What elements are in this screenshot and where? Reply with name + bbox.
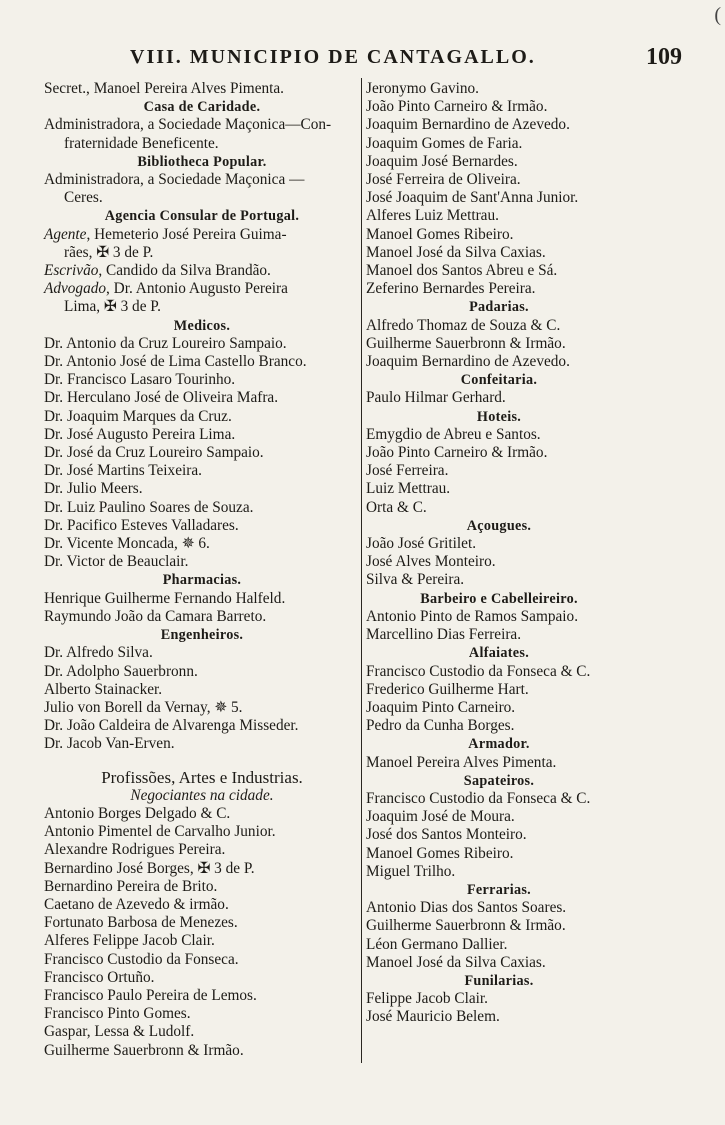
entry-text: Silva & Pereira. — [366, 571, 465, 589]
entry-text: Dr. José da Cruz Loureiro Sampaio. — [44, 444, 264, 462]
entry-text: Dr. João Caldeira de Alvarenga Misseder. — [44, 717, 299, 735]
entry-text: Joaquim Gomes de Faria. — [366, 134, 523, 152]
directory-entry — [44, 663, 360, 681]
entry-text: Alberto Stainacker. — [44, 680, 163, 698]
entry-text: Paulo Hilmar Gerhard. — [366, 389, 506, 407]
directory-entry — [366, 80, 632, 98]
entry-text: Fortunato Barbosa de Menezes. — [44, 914, 238, 932]
section-heading: Bibliotheca Popular. — [137, 153, 267, 170]
entry-text: , Candido da Silva Brandão. — [98, 262, 271, 280]
section-heading: Agencia Consular de Portugal. — [104, 208, 300, 225]
entry-text: Manoel Gomes Ribeiro. — [366, 844, 514, 862]
directory-entry — [366, 681, 632, 699]
entry-text: Francisco Pinto Gomes. — [44, 1005, 191, 1023]
entry-text: Dr. Jacob Van-Erven. — [44, 735, 175, 753]
entry-text: Gaspar, Lessa & Ludolf. — [44, 1023, 195, 1041]
directory-entry — [366, 608, 632, 626]
section-heading: Pharmacias. — [162, 572, 242, 589]
entry-text: Marcellino Dias Ferreira. — [366, 626, 522, 644]
entry-role: Agente — [44, 225, 87, 243]
entry-text: , Hemeterio José Pereira Guima- — [86, 225, 287, 243]
directory-entry — [44, 951, 360, 969]
entry-text: José dos Santos Monteiro. — [366, 826, 527, 844]
directory-entry — [44, 298, 360, 316]
entry-text: Frederico Guilherme Hart. — [366, 680, 529, 698]
directory-entry — [366, 207, 632, 225]
entry-text: Dr. Antonio José de Lima Castello Branco. — [44, 353, 307, 371]
entry-text: José Mauricio Belem. — [366, 1008, 500, 1026]
entry-text: Dr. José Augusto Pereira Lima. — [44, 425, 236, 443]
directory-entry — [366, 917, 632, 935]
section-heading: Hoteis. — [476, 408, 522, 425]
entry-text: Léon Germano Dallier. — [366, 935, 508, 953]
directory-entry — [44, 914, 360, 932]
directory-entry — [44, 969, 360, 987]
directory-entry — [366, 571, 632, 589]
entry-text: Miguel Trilho. — [366, 862, 456, 880]
entry-text: Antonio Pinto de Ramos Sampaio. — [366, 607, 579, 625]
entry-text: Dr. Pacifico Esteves Valladares. — [44, 516, 239, 534]
directory-entry — [44, 1042, 360, 1060]
entry-text: Joaquim Bernardino de Azevedo. — [366, 116, 570, 134]
entry-text: Manoel José da Silva Caxias. — [366, 953, 546, 971]
directory-entry — [366, 954, 632, 972]
directory-entry — [366, 1008, 632, 1026]
entry-text: Francisco Paulo Pereira de Lemos. — [44, 986, 257, 1004]
directory-entry — [366, 990, 632, 1008]
entry-text: Dr. Julio Meers. — [44, 480, 143, 498]
entry-text: João Pinto Carneiro & Irmão. — [366, 444, 548, 462]
entry-text: José Alves Monteiro. — [366, 553, 496, 571]
directory-entry — [366, 717, 632, 735]
section-heading: Padarias. — [469, 299, 529, 316]
entry-text: João Pinto Carneiro & Irmão. — [366, 98, 548, 116]
directory-entry — [44, 389, 360, 407]
directory-entry — [366, 444, 632, 462]
entry-text: , Dr. Antonio Augusto Pereira — [106, 280, 288, 298]
corner-mark: ( — [714, 4, 721, 26]
entry-text: Luiz Mettrau. — [366, 480, 451, 498]
page-header — [0, 44, 725, 76]
entry-text: Alferes Luiz Mettrau. — [366, 207, 499, 225]
entry-text: José Ferreira. — [366, 462, 449, 480]
directory-entry — [44, 878, 360, 896]
directory-entry — [44, 681, 360, 699]
entry-text: Dr. Herculano José de Oliveira Mafra. — [44, 389, 279, 407]
entry-text: Manoel José da Silva Caxias. — [366, 243, 546, 261]
directory-entry — [366, 426, 632, 444]
directory-entry — [366, 317, 632, 335]
entry-text: Antonio Pimentel de Carvalho Junior. — [44, 823, 276, 841]
directory-entry — [366, 153, 632, 171]
entry-text: Manoel Pereira Alves Pimenta. — [366, 753, 557, 771]
directory-entry — [44, 896, 360, 914]
entry-text: fraternidade Beneficente. — [64, 134, 219, 152]
directory-entry — [366, 808, 632, 826]
directory-entry — [44, 116, 360, 134]
directory-entry — [44, 135, 360, 153]
section-heading: Barbeiro e Cabelleireiro. — [420, 590, 578, 607]
entry-text: Felippe Jacob Clair. — [366, 990, 488, 1008]
directory-entry — [44, 517, 360, 535]
directory-entry — [44, 841, 360, 859]
section-heading: Alfaiates. — [468, 645, 530, 662]
entry-role: Escrivão — [44, 262, 99, 280]
entry-text: Alferes Felippe Jacob Clair. — [44, 932, 215, 950]
entry-text: Manoel Gomes Ribeiro. — [366, 225, 514, 243]
directory-entry — [366, 98, 632, 116]
directory-entry — [366, 171, 632, 189]
section-heading: Funilarias. — [464, 972, 534, 989]
directory-entry — [366, 535, 632, 553]
directory-entry — [44, 171, 360, 189]
directory-entry — [44, 189, 360, 207]
directory-entry — [366, 462, 632, 480]
entry-text: Joaquim José de Moura. — [366, 808, 515, 826]
directory-entry — [366, 280, 632, 298]
entry-text: Jeronymo Gavino. — [366, 80, 480, 97]
column-divider — [361, 78, 362, 1063]
entry-text: Raymundo João da Camara Barreto. — [44, 607, 267, 625]
entry-text: Francisco Custodio da Fonseca. — [44, 950, 239, 968]
entry-text: Joaquim José Bernardes. — [366, 152, 518, 170]
section-heading: Ferrarias. — [466, 881, 532, 898]
entry-text: Francisco Custodio da Fonseca & C. — [366, 662, 591, 680]
section-title: Profissões, Artes e Industrias. — [101, 767, 303, 787]
directory-entry — [44, 226, 360, 244]
section-heading: Sapateiros. — [463, 772, 535, 789]
entry-text: Manoel dos Santos Abreu e Sá. — [366, 262, 558, 280]
entry-text: Francisco Custodio da Fonseca & C. — [366, 789, 591, 807]
entry-text: Dr. Victor de Beauclair. — [44, 553, 189, 571]
directory-entry — [44, 262, 360, 280]
directory-entry — [44, 735, 360, 753]
section-heading: Açougues. — [466, 517, 532, 534]
section-heading: Medicos. — [173, 317, 231, 334]
directory-entry — [366, 389, 632, 407]
entry-text: Administradora, a Sociedade Maçonica — — [44, 171, 305, 189]
entry-text: Ceres. — [64, 189, 103, 207]
directory-entry — [366, 353, 632, 371]
entry-text: Dr. Francisco Lasaro Tourinho. — [44, 371, 236, 389]
left-column — [44, 80, 360, 1060]
directory-entry — [366, 553, 632, 571]
section-heading: Armador. — [468, 736, 530, 753]
entry-text: Bernardino José Borges, ✠ 3 de P. — [44, 859, 255, 877]
entry-text: Dr. Luiz Paulino Soares de Souza. — [44, 498, 254, 516]
entry-text: Henrique Guilherme Fernando Halfeld. — [44, 589, 286, 607]
entry-text: Administradora, a Sociedade Maçonica—Con- — [44, 116, 332, 134]
directory-entry — [44, 462, 360, 480]
entry-text: Secret., Manoel Pereira Alves Pimenta. — [44, 80, 285, 97]
entry-text: Lima, ✠ 3 de P. — [64, 298, 161, 316]
entry-text: Dr. Adolpho Sauerbronn. — [44, 662, 198, 680]
directory-entry — [44, 535, 360, 553]
right-column — [366, 80, 632, 1027]
directory-entry — [44, 80, 360, 98]
directory-entry — [366, 480, 632, 498]
entry-text: Alexandre Rodrigues Pereira. — [44, 841, 226, 859]
directory-entry — [44, 805, 360, 823]
entry-text: João José Gritilet. — [366, 535, 477, 553]
directory-entry — [44, 823, 360, 841]
directory-entry — [366, 845, 632, 863]
directory-entry — [44, 932, 360, 950]
entry-text: Joaquim Bernardino de Azevedo. — [366, 353, 570, 371]
directory-entry — [366, 499, 632, 517]
directory-entry — [44, 244, 360, 262]
entry-text: Antonio Dias dos Santos Soares. — [366, 899, 567, 917]
directory-entry — [366, 335, 632, 353]
directory-entry — [366, 189, 632, 207]
entry-text: Dr. Joaquim Marques da Cruz. — [44, 407, 232, 425]
directory-entry — [44, 987, 360, 1005]
directory-entry — [44, 860, 360, 878]
entry-text: Dr. José Martins Teixeira. — [44, 462, 202, 480]
entry-text: Alfredo Thomaz de Souza & C. — [366, 316, 561, 334]
directory-entry — [366, 863, 632, 881]
directory-entry — [44, 480, 360, 498]
entry-text: Emygdio de Abreu e Santos. — [366, 425, 541, 443]
entry-text: José Ferreira de Oliveira. — [366, 171, 521, 189]
directory-entry — [44, 590, 360, 608]
directory-entry — [366, 699, 632, 717]
directory-entry — [366, 262, 632, 280]
entry-text: Guilherme Sauerbronn & Irmão. — [366, 334, 566, 352]
entry-text: Dr. Vicente Moncada, ✵ 6. — [44, 535, 210, 553]
directory-entry — [44, 353, 360, 371]
directory-entry — [44, 608, 360, 626]
directory-entry — [44, 280, 360, 298]
page-number: 109 — [646, 44, 682, 70]
entry-text: Pedro da Cunha Borges. — [366, 717, 515, 735]
directory-entry — [366, 226, 632, 244]
directory-entry — [44, 335, 360, 353]
directory-entry — [44, 444, 360, 462]
directory-entry — [366, 135, 632, 153]
entry-text: Zeferino Bernardes Pereira. — [366, 280, 536, 298]
directory-entry — [44, 426, 360, 444]
entry-text: Caetano de Azevedo & irmão. — [44, 895, 229, 913]
entry-text: Guilherme Sauerbronn & Irmão. — [366, 917, 566, 935]
entry-text: rães, ✠ 3 de P. — [64, 243, 154, 261]
directory-entry — [366, 116, 632, 134]
directory-entry — [44, 371, 360, 389]
directory-entry — [366, 936, 632, 954]
directory-entry — [44, 717, 360, 735]
entry-role: Advogado — [44, 280, 107, 298]
spacer — [44, 754, 360, 769]
entry-text: José Joaquim de Sant'Anna Junior. — [366, 189, 579, 207]
entry-text: Dr. Alfredo Silva. — [44, 644, 153, 662]
directory-entry — [44, 408, 360, 426]
section-subtitle: Negociantes na cidade. — [130, 786, 274, 804]
directory-entry — [44, 499, 360, 517]
entry-text: Julio von Borell da Vernay, ✵ 5. — [44, 698, 243, 716]
directory-entry — [44, 699, 360, 717]
page-title: VIII. MUNICIPIO DE CANTAGALLO. — [130, 46, 536, 68]
directory-entry — [366, 244, 632, 262]
directory-entry — [44, 1005, 360, 1023]
directory-entry — [44, 644, 360, 662]
directory-entry — [366, 626, 632, 644]
directory-entry — [44, 553, 360, 571]
section-heading: Casa de Caridade. — [143, 99, 261, 116]
section-heading: Engenheiros. — [160, 627, 244, 644]
entry-text: Bernardino Pereira de Brito. — [44, 877, 218, 895]
entry-text: Joaquim Pinto Carneiro. — [366, 698, 516, 716]
directory-entry — [366, 899, 632, 917]
directory-entry — [366, 663, 632, 681]
entry-text: Guilherme Sauerbronn & Irmão. — [44, 1041, 244, 1059]
directory-entry — [366, 754, 632, 772]
entry-text: Orta & C. — [366, 498, 427, 516]
directory-entry — [366, 826, 632, 844]
section-heading: Confeitaria. — [460, 372, 538, 389]
entry-text: Francisco Ortuño. — [44, 968, 155, 986]
entry-text: Dr. Antonio da Cruz Loureiro Sampaio. — [44, 334, 287, 352]
directory-entry — [44, 1023, 360, 1041]
directory-entry — [366, 790, 632, 808]
entry-text: Antonio Borges Delgado & C. — [44, 804, 231, 822]
